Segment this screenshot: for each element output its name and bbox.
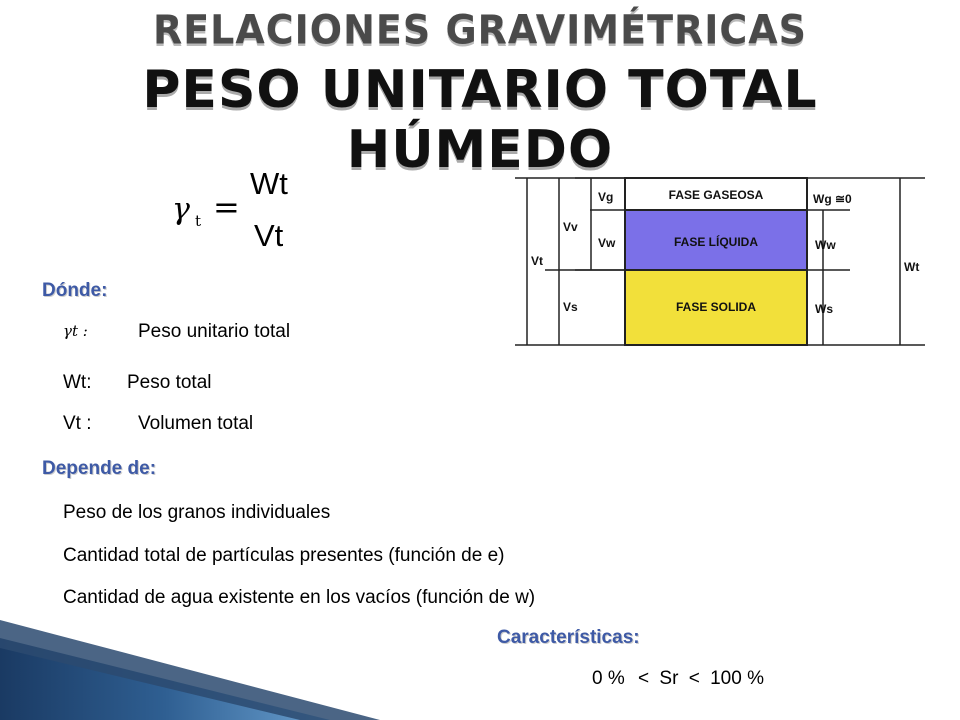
formula-numerator: Wt — [250, 166, 288, 201]
range-low: 0 % — [592, 668, 625, 689]
label-vs: Vs — [563, 300, 578, 314]
range-high: 100 % — [710, 668, 764, 689]
formula-gamma-subscript: t — [195, 212, 202, 230]
definition-meaning-gamma: Peso unitario total — [138, 321, 291, 342]
definition-meaning-vt: Volumen total — [138, 413, 254, 434]
slide-title-line2: PESO UNITARIO TOTAL HÚMEDO — [142, 60, 818, 180]
range-lt-1: < — [638, 668, 650, 689]
characteristics-heading: Características: — [497, 627, 640, 648]
definition-symbol-vt: Vt : — [63, 413, 92, 434]
definition-symbol-wt: Wt: — [63, 372, 92, 393]
definition-symbol-gamma: γt : — [63, 322, 88, 340]
characteristics-range — [592, 668, 822, 690]
depends-item-1: Peso de los granos individuales — [63, 502, 331, 523]
label-vw: Vw — [598, 236, 616, 250]
label-ww: Ww — [815, 238, 836, 252]
label-vg: Vg — [598, 190, 614, 204]
label-vt: Vt — [531, 254, 543, 268]
phase-solid-label: FASE SOLIDA — [675, 300, 757, 314]
phase-diagram — [505, 163, 930, 358]
decorative-bottom-bar — [0, 620, 380, 720]
depends-item-3: Cantidad de agua existente en los vacíos (función de w) — [63, 587, 536, 608]
label-wg: Wg ≅0 — [813, 192, 852, 206]
range-variable: Sr — [659, 668, 679, 689]
range-lt-2: < — [688, 668, 700, 689]
formula-denominator: Vt — [254, 218, 284, 253]
formula-equals: = — [213, 188, 240, 226]
definitions-heading: Dónde: — [42, 280, 108, 301]
label-vv: Vv — [563, 220, 578, 234]
label-wt: Wt — [904, 260, 920, 274]
slide-title-line1: RELACIONES GRAVIMÉTRICAS — [152, 6, 808, 54]
phase-gas-label: FASE GASEOSA — [668, 188, 764, 202]
depends-heading: Depende de: — [42, 458, 157, 479]
label-ws: Ws — [815, 302, 833, 316]
phase-liquid-label: FASE LÍQUIDA — [673, 235, 759, 249]
definition-meaning-wt: Peso total — [127, 372, 212, 393]
depends-item-2: Cantidad total de partículas presentes (función de e) — [63, 545, 505, 566]
formula-gamma-symbol: γ — [172, 192, 190, 227]
